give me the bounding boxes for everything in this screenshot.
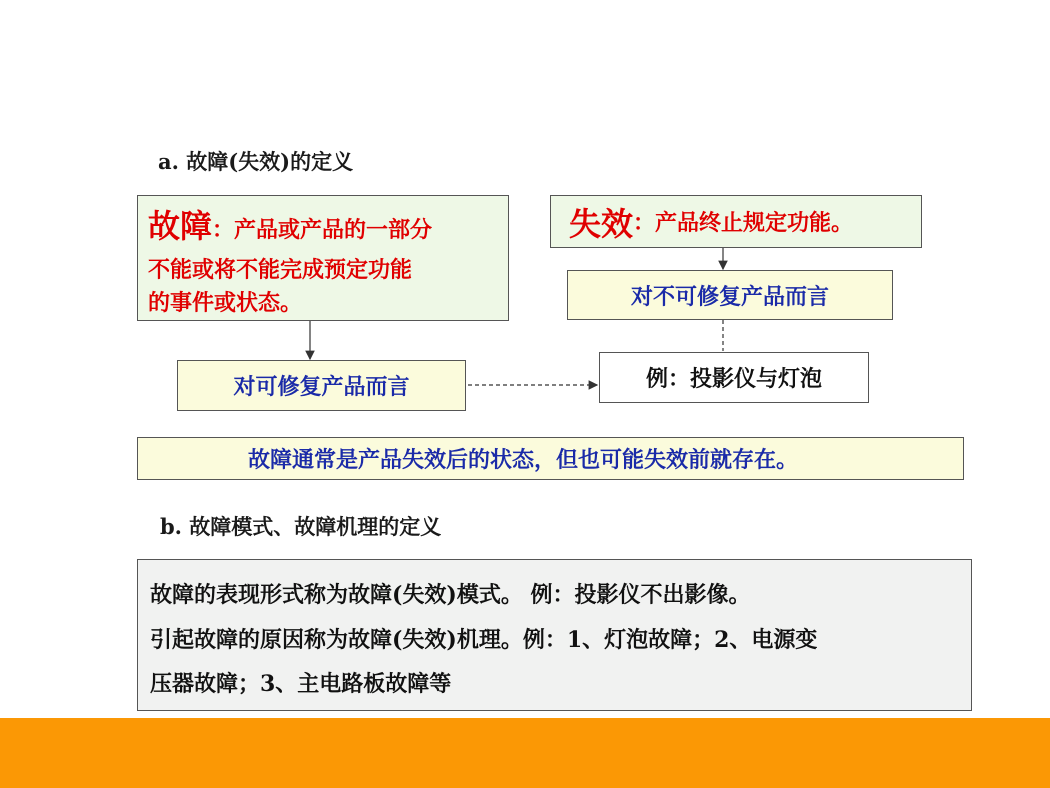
non-repairable-label: 对不可修复产品而言	[630, 283, 829, 310]
fault-definition-line3: 的事件或状态。	[148, 290, 303, 316]
note-box	[137, 437, 964, 480]
mechanism-definition-line-cont: 压器故障；3、主电路板故障等	[150, 671, 452, 697]
footer-bar	[0, 718, 1050, 788]
failure-definition-box	[550, 195, 922, 248]
example-box	[599, 352, 869, 403]
section-b-heading: b. 故障模式、故障机理的定义	[160, 514, 442, 539]
fault-definition-box	[137, 195, 509, 321]
failure-definition-text: ：产品终止规定功能。	[633, 210, 854, 236]
section-a-heading: a. 故障(失效)的定义	[158, 149, 354, 174]
repairable-box	[177, 360, 466, 411]
mechanism-definition-line: 引起故障的原因称为故障(失效)机理。例：1、灯泡故障；2、电源变	[150, 627, 818, 653]
fault-definition-line1: ：产品或产品的一部分	[212, 217, 433, 243]
repairable-label: 对可修复产品而言	[233, 374, 410, 400]
mode-definition-line: 故障的表现形式称为故障(失效)模式。 例：投影仪不出影像。	[150, 582, 751, 608]
mode-mechanism-box	[137, 559, 972, 711]
non-repairable-box	[567, 270, 893, 320]
failure-term: 失效	[569, 204, 634, 243]
fault-term: 故障	[148, 207, 213, 245]
example-label: 例：投影仪与灯泡	[645, 366, 822, 392]
note-text: 故障通常是产品失效后的状态，但也可能失效前就存在。	[248, 447, 799, 473]
fault-definition-line2: 不能或将不能完成预定功能	[148, 257, 413, 283]
